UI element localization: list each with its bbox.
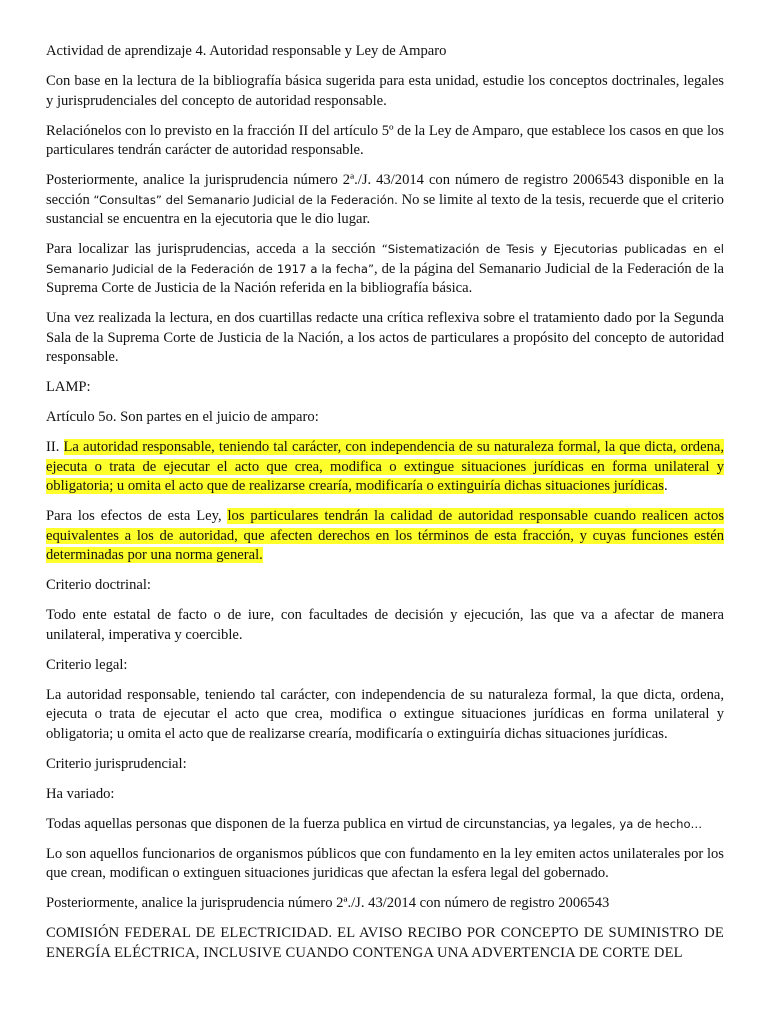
criterio-legal-heading: Criterio legal: — [46, 656, 128, 673]
p3-text-c: No se limite al texto de la tesis, recuerde que el criterio sustancial se encuentra en la ejecutoria que le dio lugar. — [46, 191, 724, 227]
efectos-highlight: los particulares tendrán la calidad de autoridad responsable cuando realicen actos equivalentes a los de autoridad, que afecten derechos en los términos de esta fracción, y cuyas funciones estén determinadas por una norma general. — [46, 508, 724, 563]
ha-variado-heading: Ha variado: — [46, 785, 115, 802]
funcionarios-paragraph: Lo son aquellos funcionarios de organismos públicos que con fundamento en la ley emiten actos unilaterales por los que crean, modifican o extinguen situaciones juridicas que afectan la esfera legal del gobernado. — [46, 845, 724, 881]
p3-text-b: “Consultas” del Semanario Judicial de la Federación. — [93, 192, 398, 207]
lamp-heading: LAMP: — [46, 379, 91, 395]
p3-text-a: Posteriormente, analice la jurisprudencia número 2ª./J. 43/2014 con número de registro 2006543 disponible en la sección — [46, 172, 724, 208]
efectos-paragraph — [46, 507, 724, 566]
paragraph-instructions-4 — [46, 240, 724, 299]
criterio-doctrinal-text: Todo ente estatal de facto o de iure, con facultades de decisión y ejecución, las que va a afectar de manera unilateral, imperativa y coercible. — [46, 607, 724, 643]
todas-text-b: ya legales, ya de hecho… — [549, 816, 703, 831]
document-title: Actividad de aprendizaje 4. Autoridad responsable y Ley de Amparo — [46, 43, 447, 59]
fraction-ii-end: . — [663, 478, 668, 494]
thesis-title-caps: COMISIÓN FEDERAL DE ELECTRICIDAD. EL AVISO RECIBO POR CONCEPTO DE SUMINISTRO DE ENERGÍA ELÉCTRICA, INCLUSIVE CUANDO CONTENGA UNA ADVERTENCIA DE CORTE DEL — [46, 925, 724, 961]
paragraph-instructions-3 — [46, 171, 724, 230]
todas-aquellas-paragraph — [46, 815, 724, 835]
paragraph-instructions-5: Una vez realizada la lectura, en dos cuartillas redacte una crítica reflexiva sobre el tratamiento dado por la Segunda Sala de la Suprema Corte de Justicia de la Nación, a los actos de particulares a propósito del concepto de autoridad responsable. — [46, 310, 724, 365]
p4-text-b: “Sistematización de Tesis y Ejecutorias publicadas en el Semanario Judicial de la Federación de 1917 a la fecha” — [46, 242, 724, 276]
document-page — [46, 42, 724, 963]
p4-text-a: Para localizar las jurisprudencias, acceda a la sección — [46, 241, 382, 257]
fraction-ii-paragraph — [46, 438, 724, 497]
article-5-heading: Artículo 5o. Son partes en el juicio de amparo: — [46, 409, 319, 425]
criterio-legal-text: La autoridad responsable, teniendo tal carácter, con independencia de su naturaleza formal, la que dicta, ordena, ejecuta o trata de ejecutar el acto que crea, modifica o extingue situaciones jurídicas en forma unilateral y obligatoria; u omita el acto que de realizarse crearía, modificaría o extinguiría dichas situaciones jurídicas. — [46, 686, 724, 742]
fraction-ii-prefix: II. — [46, 439, 64, 455]
criterio-doctrinal-heading: Criterio doctrinal: — [46, 577, 151, 593]
posteriormente-paragraph: Posteriormente, analice la jurisprudencia número 2ª./J. 43/2014 con número de registro 2006543 — [46, 895, 610, 911]
efectos-prefix: Para los efectos de esta Ley, — [46, 508, 228, 524]
criterio-jurisprudencial-heading: Criterio jurisprudencial: — [46, 755, 187, 772]
paragraph-instructions-1: Con base en la lectura de la bibliografía básica sugerida para esta unidad, estudie los conceptos doctrinales, legales y jurisprudenciales del concepto de autoridad responsable. — [46, 73, 724, 109]
paragraph-instructions-2: Relaciónelos con lo previsto en la fracción II del artículo 5º de la Ley de Amparo, que establece los casos en que los particulares tendrán carácter de autoridad responsable. — [46, 122, 724, 158]
todas-text-a: Todas aquellas personas que disponen de la fuerza publica en virtud de circunstancias, — [46, 815, 550, 832]
fraction-ii-highlight: La autoridad responsable, teniendo tal carácter, con independencia de su naturaleza formal, la que dicta, ordena, ejecuta o trata de ejecutar el acto que crea, modifica o extingue situaciones jurídicas en forma unilateral y obligatoria; u omita el acto que de realizarse crearía, modificaría o extinguiría dichas situaciones jurídicas — [46, 439, 724, 494]
p4-text-c: , de la página del Semanario Judicial de la Federación de la Suprema Corte de Justicia de la Nación referida en la bibliografía básica. — [46, 260, 724, 296]
